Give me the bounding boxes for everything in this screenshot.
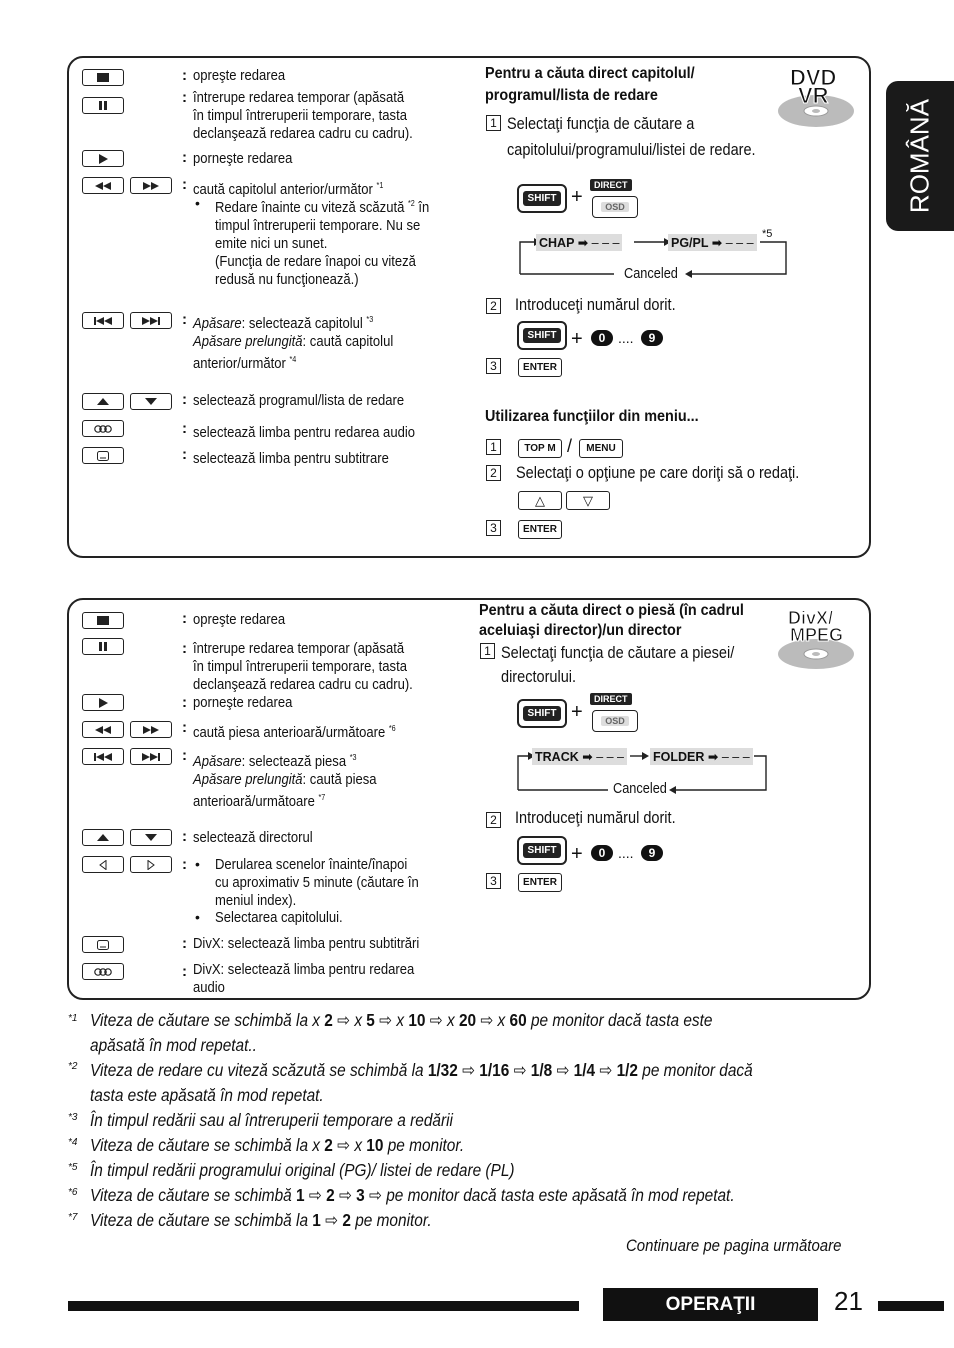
search-title: [479, 601, 744, 641]
shift-label: SHIFT: [523, 328, 562, 343]
arrow-icon: ⇨: [337, 1135, 351, 1155]
footnote-text: pe monitor dacă: [637, 1060, 753, 1080]
footnote-text: x: [493, 1010, 510, 1030]
audio-button-icon: [82, 963, 124, 980]
folder-label: FOLDER: [653, 750, 705, 764]
ellipsis: ....: [618, 845, 634, 861]
footnote-text: tasta este apăsată în mod repetat.: [90, 1085, 324, 1105]
chapter-select-desc: Selectarea capitolului.: [215, 910, 343, 926]
scene-line2: cu aproximativ 5 minute (căutare în: [215, 875, 419, 891]
search-title-line1: Pentru a căuta direct capitolul/: [485, 65, 695, 82]
colon: :: [182, 747, 187, 764]
bullet: •: [195, 195, 200, 211]
footnote-text: x: [442, 1010, 459, 1030]
footnote-text: Viteza de căutare se schimbă la x: [90, 1135, 325, 1155]
arrow-icon: ⇨: [599, 1060, 613, 1080]
badge-line2: MPEG: [790, 625, 844, 645]
slow-play-line4: (Funcţia de redare înapoi cu viteză: [215, 253, 416, 270]
menu-title: Utilizarea funcţiilor din meniu...: [485, 408, 699, 425]
pause-button-icon: [82, 638, 124, 655]
stop-button-icon: [82, 69, 124, 86]
enter-button[interactable]: ENTER: [518, 873, 562, 892]
arrow-icon: ⇨: [325, 1210, 339, 1230]
chap-mode: [536, 234, 622, 251]
footnote-value: 1: [312, 1210, 321, 1230]
skip-back-button-icon: [82, 748, 124, 765]
up-button[interactable]: △: [518, 491, 562, 510]
audio-desc: selectează limba pentru redarea audio: [193, 425, 415, 441]
fast-forward-button-icon: [130, 177, 172, 194]
footnote-value: 2: [342, 1210, 351, 1230]
footnote-6: [90, 1183, 735, 1208]
dvd-vr-badge: [776, 66, 854, 128]
colon: :: [182, 963, 187, 980]
footnote-1: [90, 1008, 712, 1058]
footnote-mark: *2: [68, 1061, 78, 1072]
footnote-text: pe monitor.: [350, 1210, 432, 1230]
footnote-mark: *6: [68, 1187, 78, 1198]
pgpl-mode: [668, 234, 757, 251]
continue-note: Continuare pe pagina următoare: [626, 1236, 842, 1255]
search-desc: [193, 720, 396, 742]
rewind-button-icon: [82, 721, 124, 738]
plus-sign: +: [571, 328, 583, 350]
hold-text: : caută capitolul: [302, 333, 394, 350]
enter-button[interactable]: ENTER: [518, 358, 562, 377]
menu-step2-text: Selectaţi o opţiune pe care doriţi să o redaţi.: [516, 464, 800, 482]
colon: :: [182, 446, 187, 463]
skip-forward-button-icon: [130, 748, 172, 765]
arrow-icon: ⇨: [513, 1060, 527, 1080]
footnote-text: pe monitor dacă tasta este: [526, 1010, 713, 1030]
stop-button-icon: [82, 612, 124, 629]
shift-button[interactable]: [517, 699, 567, 728]
pause-desc-line2: în timpul întreruperii temporare, tasta: [193, 108, 407, 124]
slow-play-line3: emite nici un sunet.: [215, 235, 328, 252]
track-mode: [532, 748, 627, 765]
footnote-ref: *6: [388, 724, 396, 733]
arrow-icon: ⇨: [556, 1060, 570, 1080]
footnote-value: 1/4: [573, 1060, 596, 1080]
skip-back-button-icon: [82, 312, 124, 329]
arrow-icon: ⇨: [429, 1010, 443, 1030]
footnote-5: În timpul redării programului original (PG)/ listei de redare (PL): [90, 1160, 515, 1180]
footnote-value: 10: [408, 1010, 426, 1030]
slow-play-desc: [215, 195, 429, 289]
top-menu-button[interactable]: TOP M: [518, 439, 562, 458]
step-number: 3: [486, 873, 501, 889]
footnote-mark: *1: [68, 1013, 78, 1024]
hold-text-line2: anterior/următor: [193, 355, 286, 372]
colon: :: [182, 719, 187, 736]
flow-dashes: – – –: [725, 236, 754, 250]
step1-line2: directorului.: [501, 668, 577, 686]
section-label: [603, 1288, 818, 1321]
step-number: 2: [486, 298, 501, 314]
arrow-icon: ➡: [707, 750, 719, 764]
colon: :: [182, 828, 187, 845]
footnote-4: [90, 1133, 464, 1158]
footer-rule-right: [878, 1301, 944, 1311]
slow-play-line5: redusă nu funcţionează.): [215, 271, 359, 288]
search-desc-text: caută piesa anterioară/următoare: [193, 724, 386, 741]
chap-label: CHAP: [539, 236, 575, 250]
footnote-text: Viteza de căutare se schimbă: [90, 1185, 297, 1205]
arrow-icon: ⇨: [308, 1185, 322, 1205]
canceled-label: Canceled: [613, 780, 667, 797]
step2-text: Introduceţi numărul dorit.: [515, 296, 676, 314]
pause-desc: [193, 89, 413, 143]
footnote-value: 1/32: [427, 1060, 458, 1080]
footnote-mark: *7: [68, 1212, 78, 1223]
shift-button[interactable]: [517, 184, 567, 213]
skip-forward-button-icon: [130, 312, 172, 329]
search-title-line1: Pentru a căuta direct o piesă (în cadrul: [479, 602, 744, 619]
step-number: 3: [486, 358, 501, 374]
footnote-value: 1/2: [616, 1060, 638, 1080]
footnote-value: 2: [326, 1185, 335, 1205]
step1-text: [507, 112, 756, 162]
slow-play-line1-tail: în: [418, 199, 430, 216]
step1-line1: Selectaţi funcţia de căutare a: [507, 115, 695, 133]
up-button-icon: [82, 393, 124, 410]
footnote-text: Viteza de căutare se schimbă la: [90, 1210, 313, 1230]
ellipsis: ....: [618, 330, 634, 346]
footnote-mark: *3: [68, 1112, 78, 1123]
bullet: •: [195, 909, 200, 925]
shift-button[interactable]: [517, 321, 567, 350]
step-number: 1: [480, 643, 495, 659]
footnote-text: pe monitor.: [383, 1135, 465, 1155]
arrow-icon: ⇨: [369, 1185, 382, 1205]
up-button-icon: [82, 829, 124, 846]
down-button-icon: [130, 829, 172, 846]
footnote-value: 5: [366, 1010, 375, 1030]
colon: :: [182, 610, 187, 627]
shift-label: SHIFT: [523, 191, 562, 206]
hold-label: Apăsare prelungită: [193, 333, 303, 350]
number-0-button[interactable]: 0: [591, 330, 613, 346]
updown-desc: selectează programul/lista de redare: [193, 393, 405, 409]
press-label: Apăsare: [193, 315, 242, 332]
osd-button[interactable]: [592, 710, 638, 732]
left-button-icon: [82, 856, 124, 873]
flow-dashes: – – –: [721, 750, 750, 764]
step-number: 2: [486, 465, 501, 481]
osd-label: OSD: [601, 716, 629, 726]
play-desc: porneşte redarea: [193, 151, 293, 167]
language-tab: [886, 81, 954, 231]
pause-button-icon: [82, 97, 124, 114]
arrow-icon: ➡: [577, 236, 589, 250]
slash: /: [567, 436, 573, 456]
osd-label: OSD: [601, 202, 629, 212]
shift-button[interactable]: [517, 836, 567, 865]
badge-line1: DivX/: [788, 608, 834, 628]
colon: :: [182, 420, 187, 437]
badge-line1: DVD: [790, 65, 837, 90]
enter-button[interactable]: ENTER: [518, 520, 562, 539]
track-label: TRACK: [535, 750, 579, 764]
step1-line1: Selectaţi funcţia de căutare a piesei/: [501, 644, 735, 662]
footnote-text: pe monitor dacă tasta este apăsată în mod repetat.: [381, 1185, 735, 1205]
arrow-icon: ➡: [711, 236, 723, 250]
footnote-ref: *5: [762, 228, 773, 240]
divx-mpeg-badge: [776, 608, 856, 670]
down-button-icon: [130, 393, 172, 410]
folder-mode: [650, 748, 753, 765]
hold-text-line2: anterioară/următoare: [193, 793, 315, 810]
shift-label: SHIFT: [523, 706, 562, 721]
pause-desc-line3: declanşează redarea cadru cu cadru).: [193, 677, 413, 693]
pause-desc-line3: declanşează redarea cadru cu cadru).: [193, 126, 413, 142]
scene-line1: Derularea scenelor înainte/înapoi: [215, 857, 408, 873]
subtitle-desc: DivX: selectează limba pentru subtitrări: [193, 936, 420, 952]
footnote-value: 1/16: [479, 1060, 510, 1080]
colon: :: [182, 149, 187, 166]
subtitle-button-icon: [82, 936, 124, 953]
rewind-button-icon: [82, 177, 124, 194]
direct-label: DIRECT: [590, 179, 632, 191]
scene-scroll-desc: [215, 856, 419, 910]
menu-button[interactable]: MENU: [579, 439, 623, 458]
arrow-icon: ⇨: [480, 1010, 494, 1030]
footnote-value: 2: [324, 1010, 333, 1030]
colon: :: [182, 311, 187, 328]
step-number: 2: [486, 812, 501, 828]
audio-desc-line2: audio: [193, 980, 225, 996]
scene-line3: meniul index).: [215, 893, 297, 909]
footnote-value: 2: [324, 1135, 333, 1155]
bullet: •: [195, 856, 200, 872]
colon: :: [182, 935, 187, 952]
down-button[interactable]: ▽: [566, 491, 610, 510]
footnote-3: În timpul redării sau al întreruperii temporare a redării: [90, 1110, 453, 1130]
number-0-button[interactable]: 0: [591, 845, 613, 861]
colon: :: [182, 176, 187, 193]
colon: :: [182, 640, 187, 657]
flow-dashes: – – –: [596, 750, 625, 764]
skip-desc: [193, 311, 393, 373]
play-button-icon: [82, 150, 124, 167]
skip-desc: [193, 749, 377, 811]
number-9-button[interactable]: 9: [641, 330, 663, 346]
footnote-text: Viteza de căutare se schimbă la x: [90, 1010, 325, 1030]
press-label: Apăsare: [193, 753, 242, 770]
footnote-ref: *4: [289, 354, 297, 364]
audio-desc: [193, 961, 414, 997]
arrow-icon: ➡: [582, 750, 593, 764]
footnote-text: apăsată în mod repetat..: [90, 1035, 257, 1055]
plus-sign: +: [571, 843, 583, 865]
press-text: : selectează capitolul: [241, 315, 363, 332]
footnote-mark: *4: [68, 1137, 78, 1148]
footnote-value: 20: [458, 1010, 477, 1030]
step1-text: [501, 641, 734, 689]
colon: :: [182, 694, 187, 711]
press-text: : selectează piesa: [241, 753, 347, 770]
footnote-value: 10: [366, 1135, 384, 1155]
hold-label: Apăsare prelungită: [193, 771, 303, 788]
language-tab-label: ROMÂNĂ: [904, 98, 935, 214]
audio-desc-line1: DivX: selectează limba pentru redarea: [193, 962, 415, 978]
arrow-icon: ⇨: [338, 1185, 352, 1205]
footnote-value: 1/8: [530, 1060, 553, 1080]
badge-line2: VR: [798, 83, 829, 108]
pause-desc-line2: în timpul întreruperii temporare, tasta: [193, 659, 407, 675]
step-number: 3: [486, 520, 501, 536]
colon: :: [182, 391, 187, 408]
footnote-value: 60: [509, 1010, 527, 1030]
footnote-mark: *5: [68, 1162, 78, 1173]
footnote-ref: *3: [349, 753, 357, 762]
step-number: 1: [486, 115, 501, 131]
footnote-2: [90, 1058, 753, 1108]
slow-play-line1: Redare înainte cu viteză scăzută: [215, 199, 405, 216]
hold-text: : caută piesa: [302, 771, 377, 788]
slow-play-line2: timpul întreruperii temporare. Nu se: [215, 217, 421, 234]
page-number: 21: [834, 1286, 863, 1316]
osd-button[interactable]: [592, 196, 638, 218]
step1-line2: capitolului/programului/listei de redare.: [507, 141, 756, 159]
direct-label: DIRECT: [590, 693, 632, 705]
plus-sign: +: [571, 186, 583, 208]
search-desc-text: caută capitolul anterior/următor: [193, 181, 373, 198]
arrow-icon: ⇨: [462, 1060, 476, 1080]
number-9-button[interactable]: 9: [641, 845, 663, 861]
flow-dashes: – – –: [591, 236, 620, 250]
colon: :: [182, 856, 187, 873]
divx-mpeg-panel: [67, 598, 871, 1000]
footnote-ref: *3: [366, 315, 374, 324]
right-button-icon: [130, 856, 172, 873]
search-title-line2: programul/lista de redare: [485, 87, 658, 104]
search-title-line2: aceluiaşi director)/un director: [479, 622, 682, 639]
arrow-icon: ⇨: [379, 1010, 393, 1030]
footnote-value: 1: [296, 1185, 305, 1205]
footer-rule-left: [68, 1301, 579, 1311]
play-button-icon: [82, 694, 124, 711]
section-label-text: OPERAŢII: [665, 1293, 756, 1315]
pause-desc-line1: întrerupe redarea temporar (apăsată: [193, 90, 405, 106]
pause-desc: [193, 640, 413, 694]
footnote-value: 3: [356, 1185, 365, 1205]
shift-label: SHIFT: [523, 843, 562, 858]
stop-desc: opreşte redarea: [193, 612, 286, 628]
step2-text: Introduceţi numărul dorit.: [515, 809, 676, 827]
footnote-text: x: [350, 1135, 367, 1155]
canceled-label: Canceled: [624, 265, 678, 282]
step-number: 1: [486, 439, 501, 455]
arrow-icon: ⇨: [337, 1010, 351, 1030]
audio-button-icon: [82, 420, 124, 437]
pgpl-label: PG/PL: [671, 236, 709, 250]
colon: :: [182, 89, 187, 106]
fast-forward-button-icon: [130, 721, 172, 738]
footnote-text: x: [350, 1010, 367, 1030]
footnote-ref: *2: [407, 199, 415, 208]
updown-desc: selectează directorul: [193, 830, 313, 846]
footnote-text: x: [392, 1010, 409, 1030]
footnote-ref: *1: [376, 181, 384, 190]
search-title: [485, 63, 695, 107]
pause-desc-line1: întrerupe redarea temporar (apăsată: [193, 641, 405, 657]
plus-sign: +: [571, 701, 583, 723]
footnote-ref: *7: [318, 792, 326, 802]
footnote-text: Viteza de redare cu viteză scăzută se schimbă la: [90, 1060, 428, 1080]
subtitle-desc: selectează limba pentru subtitrare: [193, 451, 389, 467]
play-desc: porneşte redarea: [193, 695, 293, 711]
colon: :: [182, 67, 187, 84]
stop-desc: opreşte redarea: [193, 68, 286, 84]
footnote-7: [90, 1208, 432, 1233]
subtitle-button-icon: [82, 447, 124, 464]
